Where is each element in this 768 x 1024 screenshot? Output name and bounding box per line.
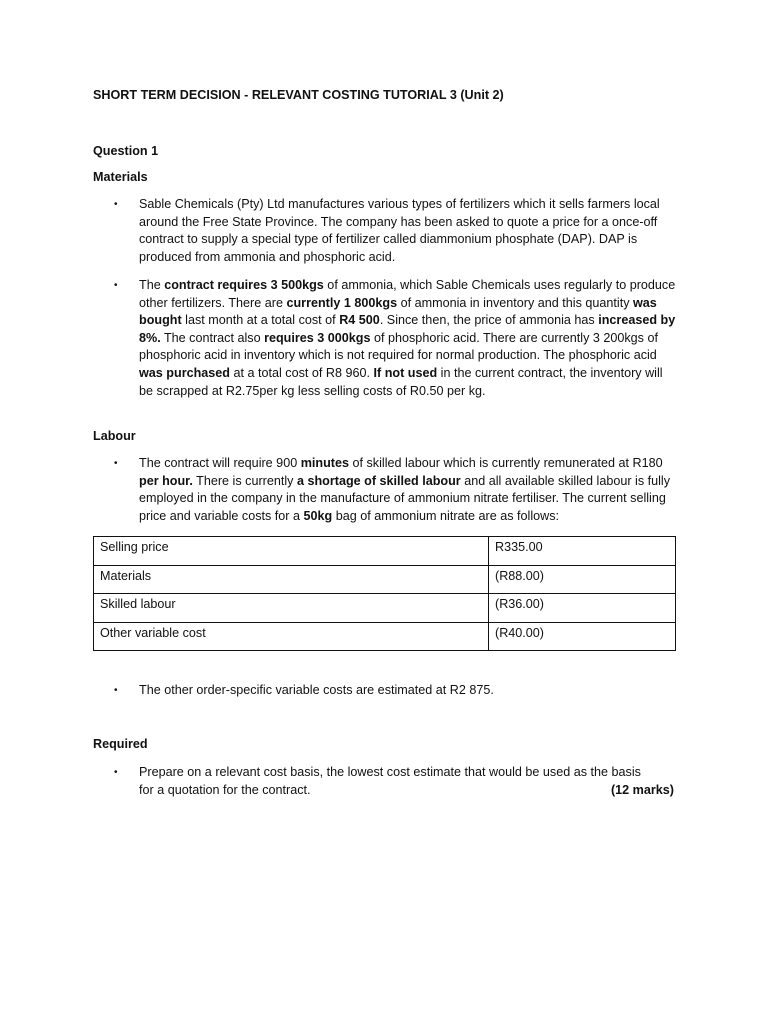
marks-label: (12 marks) bbox=[610, 782, 674, 797]
materials-bullet-2 bbox=[114, 277, 679, 400]
bullet-text: The contract will require 900 minutes of skilled labour which is currently remunerated at R180 per hour. There is currently a shortage of skilled labour and all available skilled labour is fully employed in the company in the manufacture of ammonium nitrate fertiliser. The current selling price and variable costs for a 50kg bag of ammonium nitrate are as follows: bbox=[139, 456, 671, 523]
table-row bbox=[94, 537, 676, 566]
table-cell-value: (R40.00) bbox=[489, 622, 676, 651]
required-line-2 bbox=[139, 782, 674, 800]
table-cell-value: (R36.00) bbox=[489, 594, 676, 623]
labour-bullet-1 bbox=[114, 455, 679, 525]
question-heading: Question 1 bbox=[93, 144, 159, 158]
table-cell-label: Other variable cost bbox=[94, 622, 489, 651]
other-costs-bullet bbox=[114, 682, 679, 700]
table-cell-value: (R88.00) bbox=[489, 565, 676, 594]
table-cell-label: Selling price bbox=[94, 537, 489, 566]
table-row bbox=[94, 565, 676, 594]
bullet-icon: • bbox=[114, 199, 118, 210]
table-cell-label: Skilled labour bbox=[94, 594, 489, 623]
labour-heading: Labour bbox=[93, 429, 136, 443]
bullet-text bbox=[139, 764, 674, 799]
bullet-icon: • bbox=[114, 685, 118, 696]
bullet-icon: • bbox=[114, 280, 118, 291]
table-row bbox=[94, 622, 676, 651]
table-row bbox=[94, 594, 676, 623]
required-heading: Required bbox=[93, 737, 148, 751]
required-line-2-text: for a quotation for the contract. bbox=[139, 782, 311, 797]
table-cell-value: R335.00 bbox=[489, 537, 676, 566]
table-cell-label: Materials bbox=[94, 565, 489, 594]
bullet-icon: • bbox=[114, 767, 118, 778]
bullet-icon: • bbox=[114, 458, 118, 469]
cost-table bbox=[93, 536, 676, 651]
bullet-text: The contract requires 3 500kgs of ammonia, which Sable Chemicals uses regularly to produce other fertilizers. There are currently 1 800kgs of ammonia in inventory and this quantity was bought last month at a total cost of R4 500. Since then, the price of ammonia has increased by 8%. The contract also requires 3 000kgs of phosphoric acid. There are currently 3 200kgs of phosphoric acid in inventory which is not required for normal production. The phosphoric acid was purchased at a total cost of R8 960. If not used in the current contract, the inventory will be scrapped at R2.75per kg less selling costs of R0.50 per kg. bbox=[139, 278, 676, 398]
materials-heading: Materials bbox=[93, 170, 148, 184]
required-line-1: Prepare on a relevant cost basis, the lowest cost estimate that would be used as the basis bbox=[139, 765, 641, 779]
bullet-text: Sable Chemicals (Pty) Ltd manufactures various types of fertilizers which it sells farmers local around the Free State Province. The company has been asked to quote a price for a once-off contract to supply a special type of fertilizer called diammonium phosphate (DAP). DAP is produced from ammonia and phosphoric acid. bbox=[139, 197, 660, 264]
document-title: SHORT TERM DECISION - RELEVANT COSTING TUTORIAL 3 (Unit 2) bbox=[93, 88, 504, 102]
bullet-text: The other order-specific variable costs are estimated at R2 875. bbox=[139, 683, 494, 697]
materials-bullet-1 bbox=[114, 196, 679, 266]
required-bullet bbox=[114, 764, 674, 799]
